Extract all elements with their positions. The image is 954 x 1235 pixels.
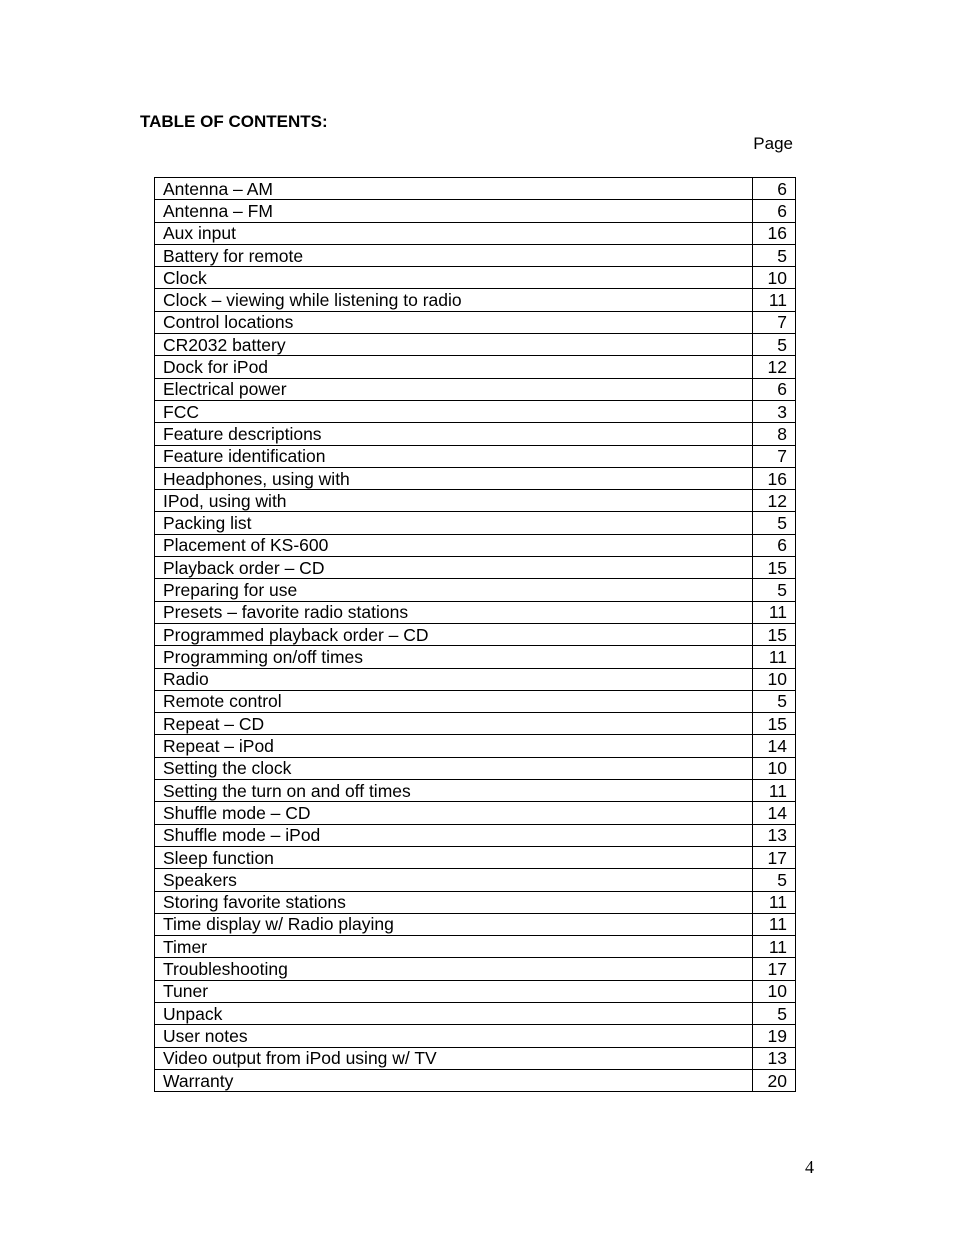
toc-row <box>155 1025 796 1047</box>
toc-page-number: 6 <box>753 378 796 400</box>
toc-row <box>155 512 796 534</box>
toc-topic: Unpack <box>155 1002 753 1024</box>
toc-topic: Setting the clock <box>155 757 753 779</box>
toc-topic: Control locations <box>155 311 753 333</box>
toc-page-number: 6 <box>753 200 796 222</box>
toc-row <box>155 780 796 802</box>
toc-page-number: 10 <box>753 757 796 779</box>
toc-row <box>155 802 796 824</box>
toc-row <box>155 289 796 311</box>
toc-topic: Programmed playback order – CD <box>155 623 753 645</box>
toc-row <box>155 913 796 935</box>
toc-row <box>155 178 796 200</box>
toc-page-number: 5 <box>753 869 796 891</box>
toc-row <box>155 490 796 512</box>
toc-page-number: 17 <box>753 846 796 868</box>
toc-row <box>155 824 796 846</box>
toc-page-number: 13 <box>753 1047 796 1069</box>
toc-row <box>155 200 796 222</box>
toc-topic: Feature descriptions <box>155 423 753 445</box>
toc-row <box>155 1069 796 1091</box>
toc-row <box>155 646 796 668</box>
toc-row <box>155 958 796 980</box>
toc-topic: Repeat – CD <box>155 713 753 735</box>
toc-topic: Battery for remote <box>155 244 753 266</box>
toc-page-number: 14 <box>753 802 796 824</box>
toc-page-number: 15 <box>753 623 796 645</box>
toc-page-number: 5 <box>753 334 796 356</box>
toc-page-number: 5 <box>753 690 796 712</box>
toc-page-number: 13 <box>753 824 796 846</box>
toc-row <box>155 222 796 244</box>
toc-row <box>155 311 796 333</box>
toc-page-number: 7 <box>753 445 796 467</box>
toc-row <box>155 579 796 601</box>
toc-topic: Presets – favorite radio stations <box>155 601 753 623</box>
toc-topic: User notes <box>155 1025 753 1047</box>
toc-row <box>155 690 796 712</box>
toc-row <box>155 445 796 467</box>
toc-topic: Warranty <box>155 1069 753 1091</box>
toc-row <box>155 557 796 579</box>
toc-topic: Sleep function <box>155 846 753 868</box>
toc-page-number: 6 <box>753 178 796 200</box>
toc-topic: Aux input <box>155 222 753 244</box>
toc-topic: Clock <box>155 267 753 289</box>
toc-row <box>155 356 796 378</box>
toc-page-number: 19 <box>753 1025 796 1047</box>
toc-topic: Shuffle mode – iPod <box>155 824 753 846</box>
toc-page-number: 11 <box>753 913 796 935</box>
toc-row <box>155 713 796 735</box>
page-number: 4 <box>805 1157 814 1177</box>
toc-page-number: 15 <box>753 713 796 735</box>
toc-page-number: 5 <box>753 244 796 266</box>
toc-row <box>155 244 796 266</box>
toc-row <box>155 400 796 422</box>
document-title: TABLE OF CONTENTS: <box>140 112 328 131</box>
toc-page-number: 10 <box>753 668 796 690</box>
toc-topic: Tuner <box>155 980 753 1002</box>
toc-topic: Shuffle mode – CD <box>155 802 753 824</box>
page-column-label: Page <box>753 134 793 153</box>
toc-page-number: 20 <box>753 1069 796 1091</box>
toc-page-number: 5 <box>753 579 796 601</box>
toc-page-number: 11 <box>753 780 796 802</box>
toc-topic: Playback order – CD <box>155 557 753 579</box>
toc-page-number: 15 <box>753 557 796 579</box>
toc-page-number: 7 <box>753 311 796 333</box>
toc-topic: Dock for iPod <box>155 356 753 378</box>
toc-row <box>155 936 796 958</box>
toc-topic: Timer <box>155 936 753 958</box>
toc-page-number: 10 <box>753 980 796 1002</box>
toc-topic: Packing list <box>155 512 753 534</box>
toc-topic: CR2032 battery <box>155 334 753 356</box>
toc-row <box>155 735 796 757</box>
toc-topic: Preparing for use <box>155 579 753 601</box>
toc-topic: Antenna – FM <box>155 200 753 222</box>
toc-topic: Time display w/ Radio playing <box>155 913 753 935</box>
toc-page-number: 11 <box>753 289 796 311</box>
toc-page-number: 3 <box>753 400 796 422</box>
toc-table-body <box>155 178 796 1092</box>
toc-row <box>155 601 796 623</box>
toc-page-number: 12 <box>753 490 796 512</box>
toc-page-number: 5 <box>753 512 796 534</box>
toc-row <box>155 1047 796 1069</box>
toc-topic: Video output from iPod using w/ TV <box>155 1047 753 1069</box>
toc-row <box>155 1002 796 1024</box>
toc-topic: Setting the turn on and off times <box>155 780 753 802</box>
toc-row <box>155 757 796 779</box>
toc-row <box>155 334 796 356</box>
toc-page-number: 11 <box>753 936 796 958</box>
toc-topic: Clock – viewing while listening to radio <box>155 289 753 311</box>
toc-table <box>154 177 796 1092</box>
toc-row <box>155 668 796 690</box>
toc-page-number: 16 <box>753 467 796 489</box>
toc-topic: Storing favorite stations <box>155 891 753 913</box>
toc-topic: Repeat – iPod <box>155 735 753 757</box>
toc-row <box>155 423 796 445</box>
toc-topic: Radio <box>155 668 753 690</box>
toc-row <box>155 467 796 489</box>
toc-page-number: 14 <box>753 735 796 757</box>
toc-row <box>155 623 796 645</box>
toc-topic: Feature identification <box>155 445 753 467</box>
toc-page-number: 11 <box>753 646 796 668</box>
toc-topic: Troubleshooting <box>155 958 753 980</box>
toc-page-number: 8 <box>753 423 796 445</box>
toc-topic: Headphones, using with <box>155 467 753 489</box>
toc-topic: Antenna – AM <box>155 178 753 200</box>
toc-row <box>155 980 796 1002</box>
toc-page-number: 5 <box>753 1002 796 1024</box>
toc-topic: Remote control <box>155 690 753 712</box>
toc-page-number: 11 <box>753 601 796 623</box>
toc-page-number: 11 <box>753 891 796 913</box>
toc-row <box>155 846 796 868</box>
toc-page-number: 17 <box>753 958 796 980</box>
toc-topic: Electrical power <box>155 378 753 400</box>
toc-row <box>155 267 796 289</box>
toc-topic: FCC <box>155 400 753 422</box>
toc-page-number: 6 <box>753 534 796 556</box>
toc-topic: Placement of KS-600 <box>155 534 753 556</box>
toc-row <box>155 891 796 913</box>
toc-page-number: 16 <box>753 222 796 244</box>
toc-page-number: 12 <box>753 356 796 378</box>
toc-topic: IPod, using with <box>155 490 753 512</box>
toc-row <box>155 534 796 556</box>
toc-row <box>155 378 796 400</box>
toc-topic: Speakers <box>155 869 753 891</box>
toc-row <box>155 869 796 891</box>
toc-topic: Programming on/off times <box>155 646 753 668</box>
toc-page-number: 10 <box>753 267 796 289</box>
